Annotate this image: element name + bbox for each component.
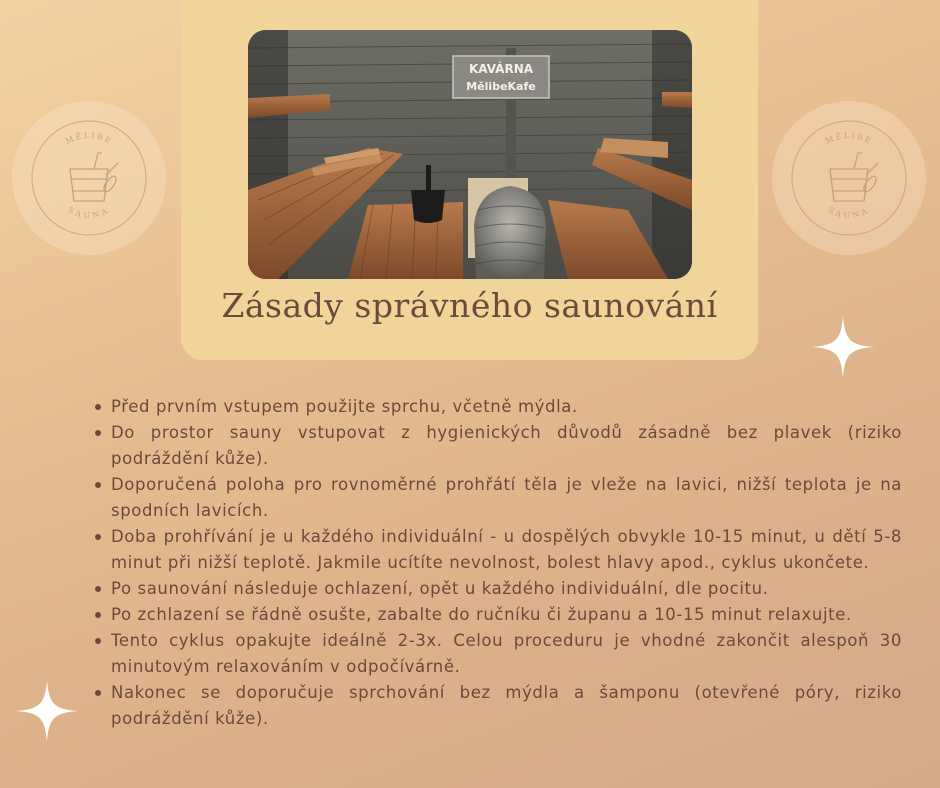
list-item: Doporučená poloha pro rovnoměrné prohřátí těla je vleže na lavici, nižší teplota je na spodních lavicích. xyxy=(94,472,902,524)
seal-top-text: MĚLIBE xyxy=(823,130,875,147)
list-item: Doba prohřívání je u každého individuální - u dospělých obvykle 10-15 minut, u dětí 5-8 minut při nižší teplotě. Jakmile ucítíte nevolnost, bolest hlavy apod., cyklus ukončete. xyxy=(94,524,902,576)
list-item: Po saunování následuje ochlazení, opět u každého individuální, dle pocitu. xyxy=(94,576,902,602)
sauna-rules-list xyxy=(94,394,902,732)
list-item: Do prostor sauny vstupovat z hygienických důvodů zásadně bez plavek (riziko podráždění kůže). xyxy=(94,420,902,472)
sauna-interior-photo xyxy=(248,30,692,279)
photo-sign-line2: MělibeKafe xyxy=(466,80,536,93)
list-item: Nakonec se doporučuje sprchování bez mýdla a šamponu (otevřené póry, riziko podráždění kůže). xyxy=(94,680,902,732)
svg-text:SAUNA xyxy=(826,205,871,220)
page-title: Zásady správného saunování xyxy=(221,286,718,325)
list-item: Před prvním vstupem použijte sprchu, včetně mýdla. xyxy=(94,394,902,420)
sauna-logo-seal-left xyxy=(12,101,166,255)
seal-top-text: MĚLIBE xyxy=(63,130,115,147)
seal-bottom-text: SAUNA xyxy=(66,205,112,221)
list-item: Tento cyklus opakujte ideálně 2-3x. Celou proceduru je vhodné zakončit alespoň 30 minutovým relaxováním v odpočívárně. xyxy=(94,628,902,680)
svg-text:SAUNA xyxy=(66,205,111,220)
seal-bottom-text: SAUNA xyxy=(826,205,872,221)
sauna-bucket-icon xyxy=(12,101,166,255)
svg-text:MĚLIBE xyxy=(64,131,114,146)
sparkle-icon xyxy=(16,680,78,742)
sauna-bucket-icon xyxy=(772,101,926,255)
svg-text:MĚLIBE xyxy=(824,131,874,146)
sparkle-icon xyxy=(812,316,874,378)
photo-sign-line1: KAVÁRNA xyxy=(468,62,534,76)
list-item: Po zchlazení se řádně osušte, zabalte do ručníku či županu a 10-15 minut relaxujte. xyxy=(94,602,902,628)
sauna-logo-seal-right xyxy=(772,101,926,255)
